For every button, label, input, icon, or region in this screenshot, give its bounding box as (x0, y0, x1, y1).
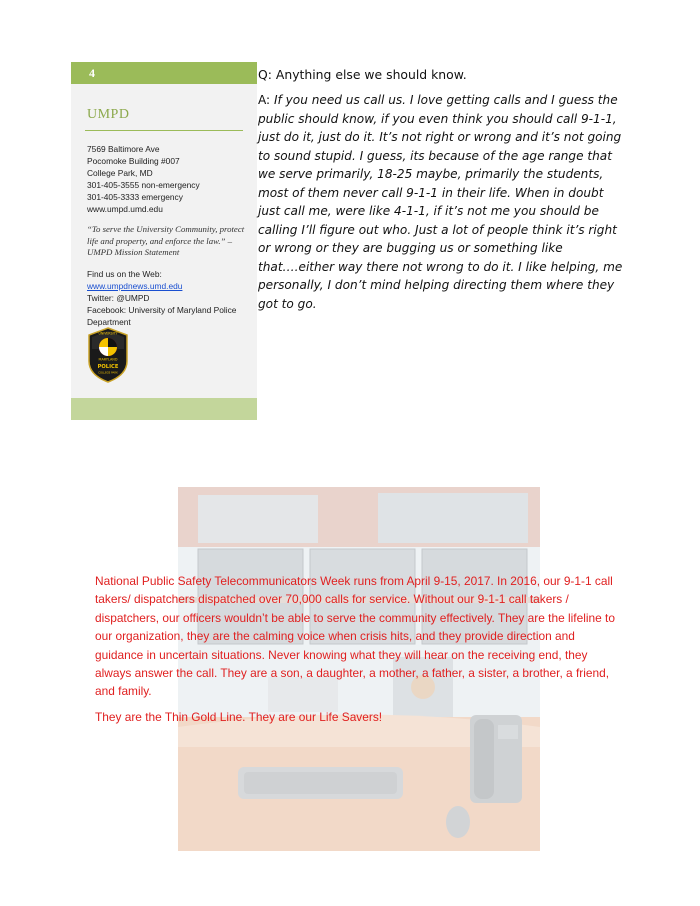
web-heading: Find us on the Web: (87, 269, 162, 279)
address-block (87, 143, 200, 215)
website-text: www.umpd.umd.edu (87, 204, 163, 214)
twitter-handle: Twitter: @UMPD (87, 293, 150, 303)
answer-text: If you need us call us. I love getting calls and I guess the public should know, if you even think you should call 9-1-1, just do it, just do it. It’s not right or wrong and it’s not going to sound stupid. I guess, its because of the age range that we serve primarily, 18-25 maybe, primarily the students, most of them never call 9-1-1 in their life. When in doubt just call me, were like 4-1-1, if it’s not me you should be calling I’ll figure out who. Just a lot of people think it’s right or wrong or they are bugging us or something like that….either way there not wrong to do it. I like helping, me personally, I don’t mind helping directing them where they got to go. (258, 93, 623, 311)
sidebar-divider (85, 130, 243, 131)
address-line: College Park, MD (87, 168, 153, 178)
page-number: 4 (89, 66, 95, 80)
message-paragraph: National Public Safety Telecommunicators Week runs from April 9-15, 2017. In 2016, our 9-1-1 call takers/ dispatchers dispatched over 70,000 calls for service. Without our 9-1-1 call takers / dispatchers, our officers wouldn’t be able to serve the community effectively. They are the lifeline to our organization, they are the calming voice when crisis hits, and they provide direction and guidance in uncertain situations. Never knowing what they will hear on the receiving end, they always answer the call. They are a son, a daughter, a mother, a father, a sister, a brother, a friend, and family. (95, 574, 615, 699)
sidebar-heading: UMPD (87, 107, 130, 122)
phone-emergency: 301-405-3333 emergency (87, 192, 183, 202)
sidebar-bottom-bar (71, 398, 257, 420)
badge-bottom-text: COLLEGE PARK (98, 371, 118, 375)
question-text: Q: Anything else we should know. (258, 67, 467, 82)
sidebar-top-bar (71, 62, 257, 84)
news-link[interactable]: www.umpdnews.umd.edu (87, 281, 183, 291)
badge-mid-text: MARYLAND (98, 357, 118, 362)
telecommunicators-week-message (95, 572, 615, 733)
facebook-page: Facebook: University of Maryland Police Department (87, 305, 237, 327)
police-badge-logo (87, 327, 129, 383)
mission-quote: “To serve the University Community, protect life and property, and enforce the law.” – UMPD Mission Statement (87, 224, 245, 257)
address-line: 7569 Baltimore Ave (87, 144, 160, 154)
interview-qa (258, 66, 626, 313)
badge-police-text: POLICE (97, 364, 119, 370)
badge-top-text: UNIVERSITY (98, 331, 118, 336)
contact-sidebar (71, 62, 257, 420)
address-line: Pocomoke Building #007 (87, 156, 180, 166)
phone-non-emergency: 301-405-3555 non-emergency (87, 180, 200, 190)
answer-paragraph (258, 91, 626, 313)
message-closing: They are the Thin Gold Line. They are our Life Savers! (95, 709, 383, 724)
answer-prefix: A: (258, 93, 274, 107)
social-block (87, 268, 257, 328)
